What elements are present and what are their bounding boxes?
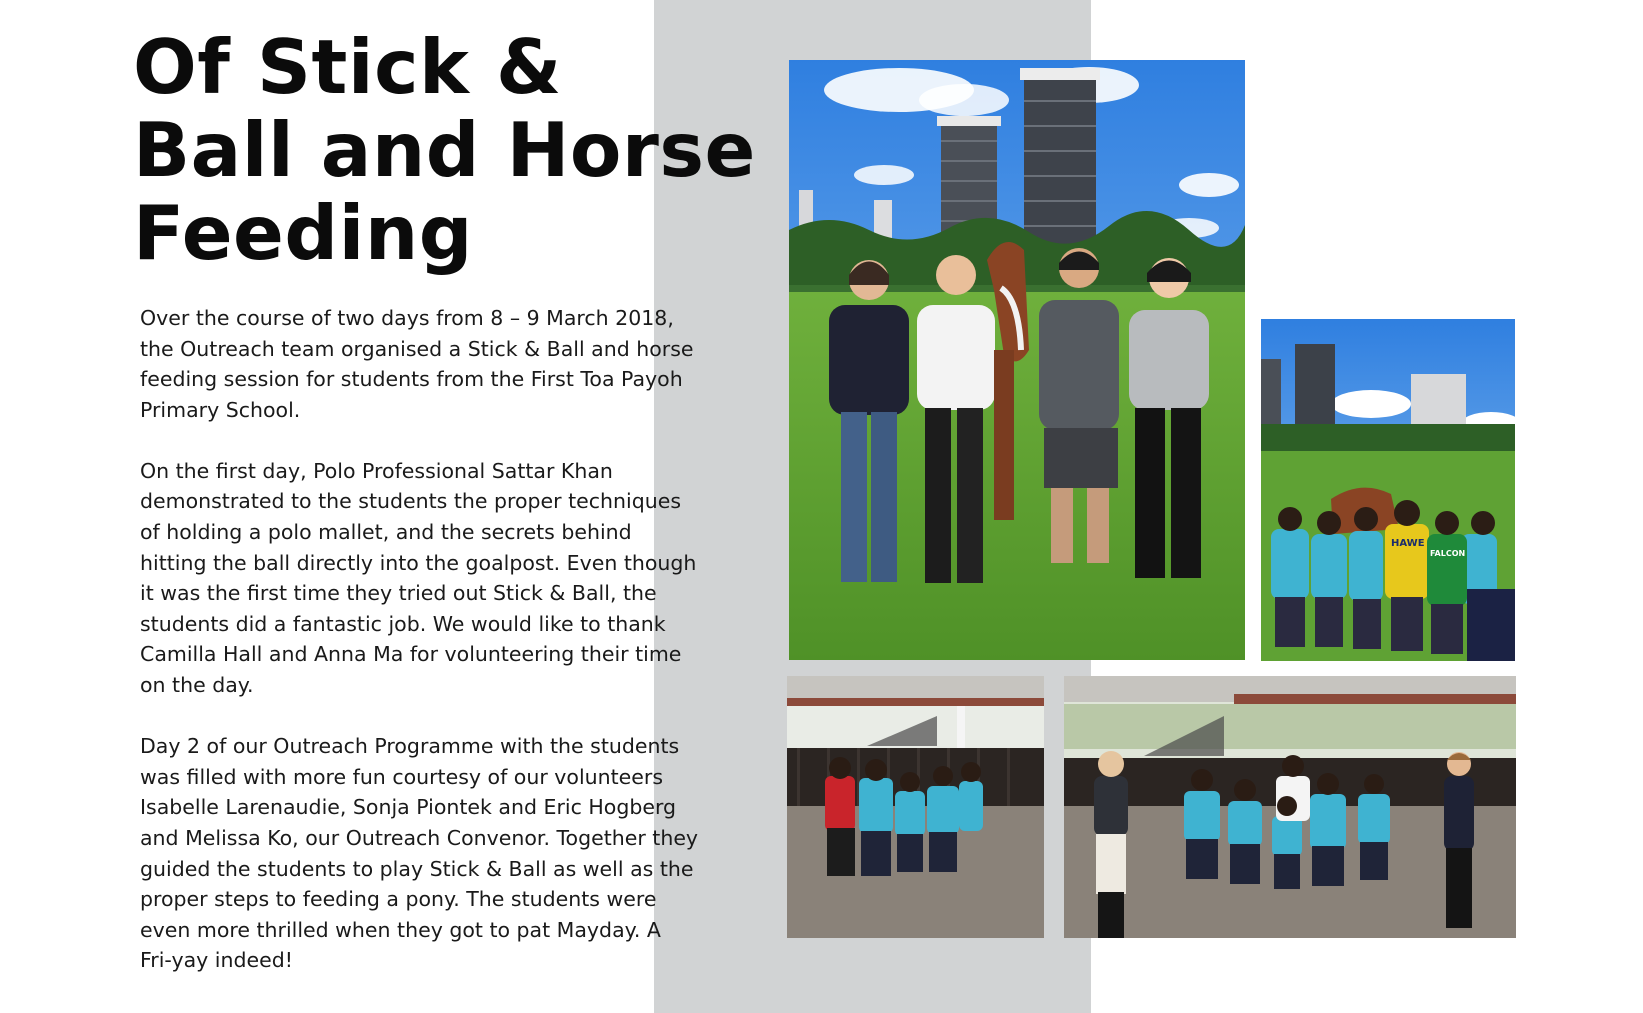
jersey-falcon-text: FALCON	[1430, 549, 1466, 558]
article-title: Of Stick & Ball and Horse Feeding	[133, 23, 756, 277]
photo-students-with-horse	[1261, 319, 1515, 661]
article-body	[140, 303, 740, 1006]
photo-group-with-horse	[789, 60, 1245, 660]
jersey-hawe-text: HAWE	[1391, 538, 1425, 549]
photo-arena-students	[787, 676, 1044, 938]
paragraph-intro: Over the course of two days from 8 – 9 March 2018, the Outreach team organised a Stick & Ball and horse feeding session for students from the First Toa Payoh Primary School.	[140, 306, 694, 422]
paragraph-day-one: On the first day, Polo Professional Sattar Khan demonstrated to the students the proper techniques of holding a polo mallet, and the secrets behind hitting the ball directly into the goalpost. Even though it was the first time they tried out Stick & Ball, the students did a fantastic job. We would like to thank Camilla Hall and Anna Ma for volunteering their time on the day.	[140, 458, 697, 698]
paragraph-day-two: Day 2 of our Outreach Programme with the students was filled with more fun courtesy of our volunteers Isabelle Larenaudie, Sonja Piontek and Eric Hogberg and Melissa Ko, our Outreach Convenor. Together they guided the students to play Stick & Ball as well as the proper steps to feeding a pony. The students were even more thrilled when they got to pat Mayday. A Fri-yay indeed!	[140, 734, 699, 973]
photo-arena-instruction	[1064, 676, 1516, 938]
